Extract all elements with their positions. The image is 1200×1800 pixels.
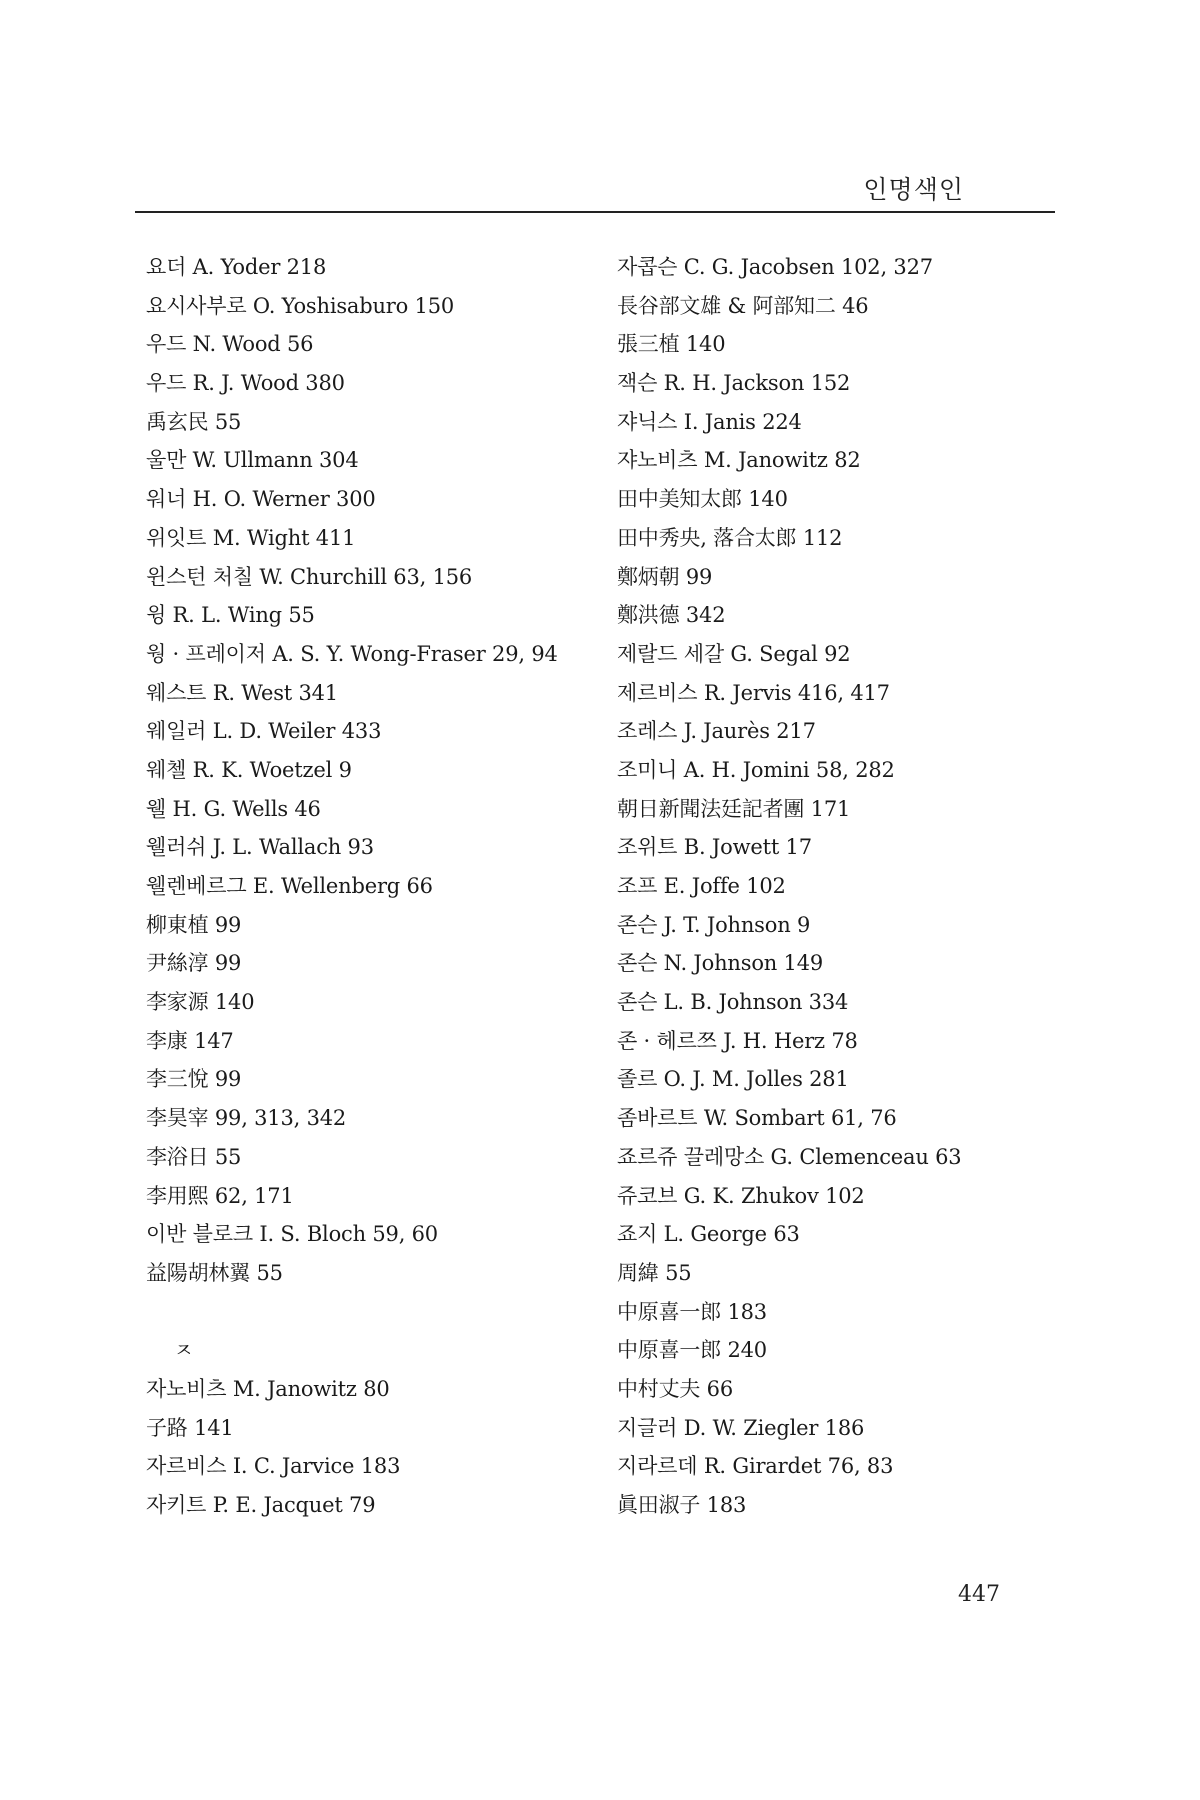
index-entry: 좀바르트 W. Sombart 61, 76 bbox=[617, 1106, 897, 1131]
index-entry: 잭슨 R. H. Jackson 152 bbox=[617, 371, 851, 396]
index-entry: 죠르쥬 끌레망소 G. Clemenceau 63 bbox=[617, 1144, 962, 1169]
index-entry: 益陽胡林翼 55 bbox=[146, 1260, 283, 1285]
index-entry: 웰렌베르그 E. Wellenberg 66 bbox=[146, 874, 433, 898]
index-entry: 李三悅 99 bbox=[146, 1067, 242, 1092]
index-entry: 中村丈夫 66 bbox=[617, 1376, 733, 1401]
index-entry: 조위트 B. Jowett 17 bbox=[617, 835, 812, 860]
index-entry: 禹玄民 55 bbox=[146, 409, 242, 434]
index-entry: 졸르 O. J. M. Jolles 281 bbox=[617, 1067, 849, 1092]
index-entry: 자키트 P. E. Jacquet 79 bbox=[146, 1493, 376, 1517]
index-entry: 李用熙 62, 171 bbox=[146, 1183, 294, 1208]
index-entry: 자르비스 I. C. Jarvice 183 bbox=[146, 1454, 401, 1479]
index-entry: 쟈노비츠 M. Janowitz 82 bbox=[617, 448, 861, 473]
index-entry: 張三植 140 bbox=[617, 332, 726, 357]
index-entry: 中原喜一郎 183 bbox=[617, 1299, 767, 1324]
index-entry: 윙 R. L. Wing 55 bbox=[146, 603, 315, 628]
index-entry: 제르비스 R. Jervis 416, 417 bbox=[617, 680, 890, 705]
index-entry: 鄭洪德 342 bbox=[617, 603, 726, 628]
index-entry: 자노비츠 M. Janowitz 80 bbox=[146, 1376, 390, 1401]
index-entry: 웨스트 R. West 341 bbox=[146, 680, 338, 705]
index-entry: 田中美知太郎 140 bbox=[617, 487, 788, 512]
index-entry: 요더 A. Yoder 218 bbox=[146, 255, 327, 279]
index-entry: 죠지 L. George 63 bbox=[617, 1222, 800, 1247]
index-entry: 웨첼 R. K. Woetzel 9 bbox=[146, 757, 352, 782]
index-entry: 웰 H. G. Wells 46 bbox=[146, 796, 321, 821]
index-entry: 요시사부로 O. Yoshisaburo 150 bbox=[146, 293, 455, 318]
index-entry: 李康 147 bbox=[146, 1028, 234, 1053]
header-rule bbox=[135, 211, 1055, 213]
index-entry: 존 · 헤르쯔 J. H. Herz 78 bbox=[617, 1028, 858, 1053]
index-entry: 朝日新聞法廷記者團 171 bbox=[617, 796, 851, 821]
index-entry: 조미니 A. H. Jomini 58, 282 bbox=[617, 757, 895, 782]
index-entry: 지라르데 R. Girardet 76, 83 bbox=[617, 1454, 894, 1479]
index-entry: 柳東植 99 bbox=[146, 912, 242, 937]
index-column-right bbox=[617, 248, 1087, 1525]
index-entry: 長谷部文雄 & 阿部知二 46 bbox=[617, 293, 869, 318]
index-entry: 조프 E. Joffe 102 bbox=[617, 874, 786, 898]
index-entry: 周緯 55 bbox=[617, 1260, 692, 1285]
index-entry: 존슨 L. B. Johnson 334 bbox=[617, 990, 849, 1015]
page-number: 447 bbox=[958, 1582, 1000, 1607]
index-entry: 워너 H. O. Werner 300 bbox=[146, 487, 376, 512]
index-entry: 鄭炳朝 99 bbox=[617, 564, 713, 589]
index-entry: 제랄드 세갈 G. Segal 92 bbox=[617, 641, 851, 666]
index-entry: 우드 N. Wood 56 bbox=[146, 332, 314, 357]
index-entry: 존슨 N. Johnson 149 bbox=[617, 951, 824, 976]
index-entry: 田中秀央, 落合太郎 112 bbox=[617, 525, 843, 550]
index-entry: 웡 · 프레이저 A. S. Y. Wong-Fraser 29, 94 bbox=[146, 641, 558, 666]
index-entry: 쥬코브 G. K. Zhukov 102 bbox=[617, 1183, 865, 1208]
index-entry: 위잇트 M. Wight 411 bbox=[146, 525, 356, 550]
index-entry: 윈스턴 처칠 W. Churchill 63, 156 bbox=[146, 564, 473, 589]
index-entry: 자콥슨 C. G. Jacobsen 102, 327 bbox=[617, 255, 933, 279]
index-entry: 李昊宰 99, 313, 342 bbox=[146, 1106, 347, 1131]
index-entry: 尹絲淳 99 bbox=[146, 951, 242, 976]
index-entry: 中原喜一郎 240 bbox=[617, 1338, 767, 1363]
index-entry: 이반 블로크 I. S. Bloch 59, 60 bbox=[146, 1222, 438, 1247]
index-entry: 쟈닉스 I. Janis 224 bbox=[617, 409, 802, 434]
section-heading: ㅈ bbox=[174, 1338, 194, 1363]
index-entry: 웰러쉬 J. L. Wallach 93 bbox=[146, 835, 374, 860]
running-title: 인명색인 bbox=[863, 175, 964, 204]
index-entry: 웨일러 L. D. Weiler 433 bbox=[146, 719, 382, 744]
index-entry: 지글러 D. W. Ziegler 186 bbox=[617, 1415, 865, 1440]
index-entry: 眞田淑子 183 bbox=[617, 1493, 747, 1517]
index-entry: 우드 R. J. Wood 380 bbox=[146, 371, 345, 396]
index-entry: 李家源 140 bbox=[146, 990, 255, 1015]
index-entry: 울만 W. Ullmann 304 bbox=[146, 448, 359, 473]
index-entry: 李浴日 55 bbox=[146, 1144, 242, 1169]
index-entry: 子路 141 bbox=[146, 1415, 234, 1440]
index-entry: 조레스 J. Jaurès 217 bbox=[617, 719, 816, 744]
index-column-left bbox=[146, 248, 586, 1525]
section-gap bbox=[146, 1293, 586, 1332]
index-entry: 존슨 J. T. Johnson 9 bbox=[617, 912, 811, 937]
